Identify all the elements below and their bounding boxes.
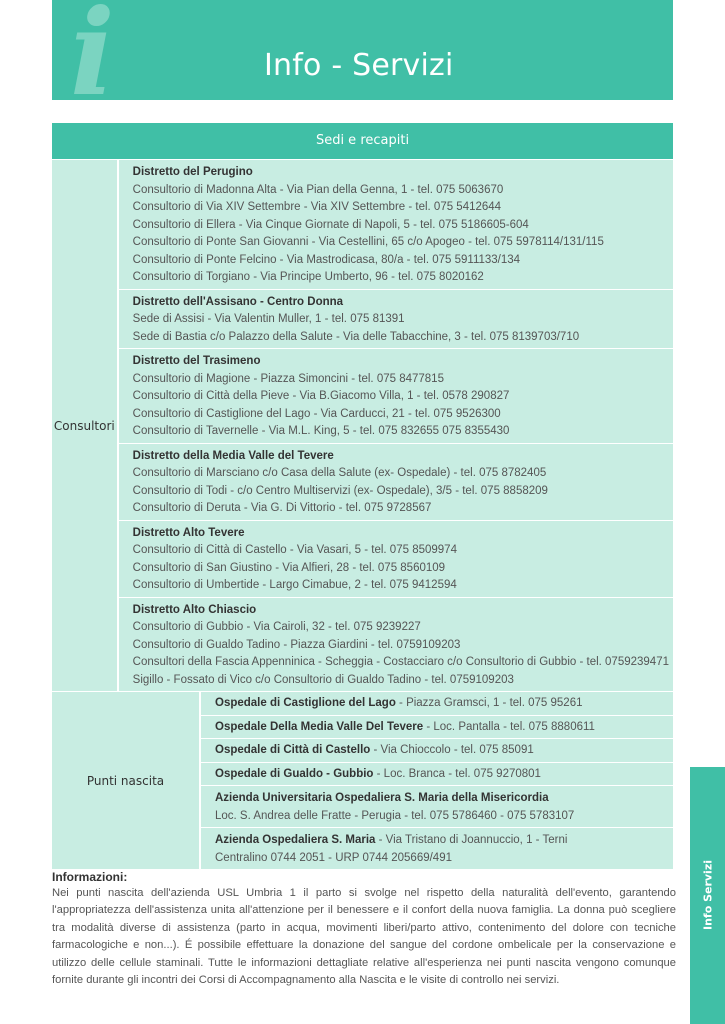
hospital-name: Ospedale di Città di Castello	[215, 744, 371, 756]
district-cell	[119, 160, 673, 290]
contact-line: Sede di Bastia c/o Palazzo della Salute - Via delle Tabacchine, 3 - tel. 075 8139703/710	[132, 330, 580, 343]
hospital-address: - Via Tristano di Joannuccio, 1 - Terni	[375, 834, 568, 846]
contacts-table	[52, 123, 673, 869]
contact-line: Sigillo - Fossato di Vico c/o Consultorio di Gualdo Tadino - tel. 0759109203	[132, 673, 514, 686]
district-name: Distretto Alto Tevere	[132, 526, 245, 539]
district-name: Distretto del Trasimeno	[132, 355, 261, 367]
hospital-cell	[201, 716, 673, 740]
contact-line: Consultori della Fascia Appenninica - Scheggia - Costacciaro c/o Consultorio di Gubbio - tel. 0759239471	[132, 656, 669, 668]
info-text: Nei punti nascita dell'azienda USL Umbria 1 il parto si svolge nel rispetto della naturalità dell'evento, garantendo l'appropriatezza dell'assistenza unita all'attenzione per il benessere e il confort della nuova famiglia. La donna può scegliere tra modalità diverse di assistenza (parto in acqua, movimenti liberi/parto attivo, contenimento del dolore con tecniche farmacologiche e non...). É possibile effettuare la donazione del sangue del cordone ombelicale per la conservazione e utilizzo delle cellule staminali. Tutte le informazioni dettagliate relative all'esperienza nei punti nascita vengono comunque fornite durante gli incontri dei Corsi di Accompagnamento alla Nascita e le visite di controllo nei servizi.	[52, 887, 676, 987]
contact-line: Consultorio di Magione - Piazza Simoncini - tel. 075 8477815	[132, 372, 444, 385]
district-cell	[119, 349, 673, 444]
punti-nascita-cells	[201, 692, 673, 869]
table-heading: Sedi e recapiti	[52, 123, 673, 159]
page-title: Info - Servizi	[264, 48, 454, 83]
hospital-name: Azienda Ospedaliera S. Maria	[215, 834, 376, 846]
district-cell	[119, 290, 673, 350]
hospital-address: - Via Chioccolo - tel. 075 85091	[370, 744, 534, 756]
contact-line: Centralino 0744 2051 - URP 0744 205669/491	[215, 851, 452, 864]
hospital-name: Ospedale Della Media Valle Del Tevere	[215, 720, 424, 733]
contact-line: Consultorio di Gubbio - Via Cairoli, 32 - tel. 075 9239227	[132, 621, 421, 633]
hospital-name: Ospedale di Gualdo - Gubbio	[215, 767, 374, 780]
hospital-address: - Loc. Pantalla - tel. 075 8880611	[423, 720, 595, 733]
contact-line: Consultorio di Gualdo Tadino - Piazza Giardini - tel. 0759109203	[132, 638, 461, 651]
contact-line: Consultorio di Tavernelle - Via M.L. King, 5 - tel. 075 832655 075 8355430	[132, 425, 510, 437]
contact-line: Consultorio di Castiglione del Lago - Via Carducci, 21 - tel. 075 9526300	[132, 407, 501, 420]
contact-line: Consultorio di Città della Pieve - Via B.Giacomo Villa, 1 - tel. 0578 290827	[132, 390, 510, 402]
contact-line: Consultorio di Via XIV Settembre - Via XIV Settembre - tel. 075 5412644	[132, 201, 502, 213]
side-tab-label: Info Servizi	[701, 859, 714, 931]
district-name: Distretto dell'Assisano - Centro Donna	[132, 295, 344, 308]
hospital-cell	[201, 739, 673, 763]
consultori-cells	[119, 160, 673, 691]
contact-line: Consultorio di Todi - c/o Centro Multiservizi (ex- Ospedale), 3/5 - tel. 075 8858209	[132, 484, 548, 497]
district-name: Distretto del Perugino	[132, 166, 253, 178]
district-name: Distretto della Media Valle del Tevere	[132, 449, 334, 462]
contact-line: Consultorio di Ponte Felcino - Via Mastrodicasa, 80/a - tel. 075 5911133/134	[132, 253, 521, 266]
contact-line: Consultorio di Ponte San Giovanni - Via Cestellini, 65 c/o Apogeo - tel. 075 5978114/131/115	[132, 236, 604, 248]
contact-line: Loc. S. Andrea delle Fratte - Perugia - tel. 075 5786460 - 075 5783107	[215, 809, 575, 822]
punti-nascita-label: Punti nascita	[52, 692, 201, 869]
hospital-heading	[215, 790, 669, 808]
hospital-cell	[201, 692, 673, 716]
contact-line: Consultorio di Marsciano c/o Casa della Salute (ex- Ospedale) - tel. 075 8782405	[132, 467, 547, 479]
contact-line: Consultorio di Madonna Alta - Via Pian della Genna, 1 - tel. 075 5063670	[132, 183, 504, 196]
hospital-cell	[201, 763, 673, 787]
district-cell	[119, 444, 673, 521]
hospital-cell	[201, 828, 673, 869]
hospital-address: - Loc. Branca - tel. 075 9270801	[373, 767, 541, 780]
contact-line: Consultorio di Umbertide - Largo Cimabue, 2 - tel. 075 9412594	[132, 579, 457, 591]
info-section	[52, 869, 676, 989]
consultori-group	[52, 159, 673, 691]
contact-line: Consultorio di Città di Castello - Via Vasari, 5 - tel. 075 8509974	[132, 544, 457, 556]
contact-line: Consultorio di Deruta - Via G. Di Vittorio - tel. 075 9728567	[132, 502, 432, 514]
page-header	[52, 0, 673, 100]
hospital-name: Azienda Universitaria Ospedaliera S. Maria della Misericordia	[215, 792, 549, 804]
consultori-label: Consultori	[52, 160, 119, 691]
info-logo-icon: i	[70, 0, 115, 100]
hospital-name: Ospedale di Castiglione del Lago	[215, 697, 396, 709]
hospital-heading	[215, 719, 669, 737]
district-cell	[119, 598, 673, 692]
contact-line: Consultorio di Torgiano - Via Principe Umberto, 96 - tel. 075 8020162	[132, 271, 484, 283]
hospital-cell	[201, 786, 673, 828]
contact-line: Consultorio di San Giustino - Via Alfieri, 28 - tel. 075 8560109	[132, 561, 446, 574]
punti-nascita-group	[52, 691, 673, 869]
hospital-heading	[215, 742, 669, 760]
district-cell	[119, 521, 673, 598]
hospital-address: - Piazza Gramsci, 1 - tel. 075 95261	[395, 697, 583, 709]
hospital-heading	[215, 695, 669, 713]
hospital-heading	[215, 766, 669, 784]
hospital-heading	[215, 832, 669, 850]
contact-line: Sede di Assisi - Via Valentin Muller, 1 - tel. 075 81391	[132, 313, 405, 325]
contact-line: Consultorio di Ellera - Via Cinque Giornate di Napoli, 5 - tel. 075 5186605-604	[132, 218, 529, 231]
district-name: Distretto Alto Chiascio	[132, 603, 257, 616]
side-tab	[690, 767, 725, 1024]
info-title: Informazioni:	[52, 870, 128, 884]
